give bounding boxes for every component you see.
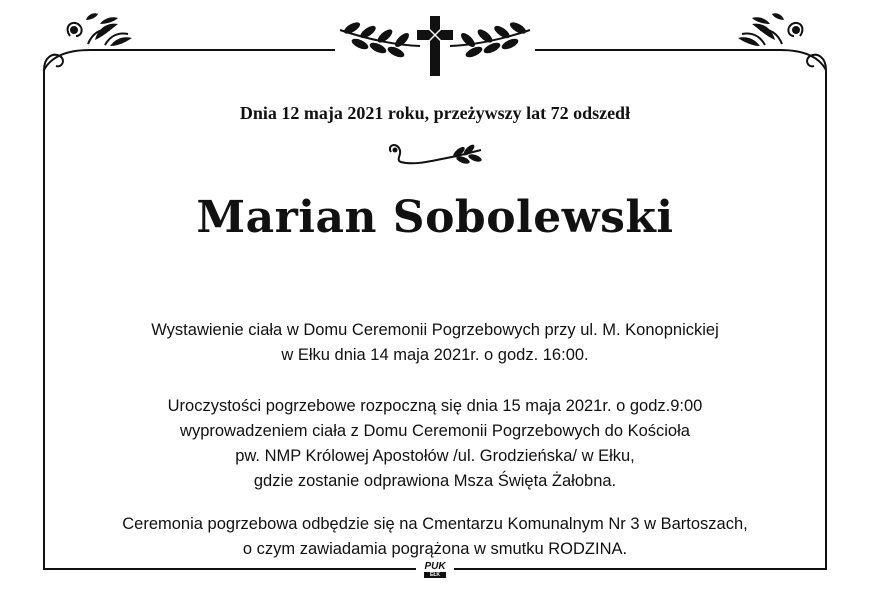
floral-swirl-icon-left [44, 23, 130, 100]
intro-text: Dnia 12 maja 2021 roku, przeżywszy lat 72 odszedł [239, 103, 631, 123]
viewing-paragraph [0, 318, 870, 368]
deceased-name: Marian Sobolewski [196, 192, 674, 243]
funeral-paragraph [0, 394, 870, 494]
logo-text: PUK [424, 561, 446, 572]
cross-with-laurel-icon [340, 16, 530, 76]
burial-paragraph [0, 512, 870, 562]
floral-swirl-icon-right [740, 23, 826, 100]
vine-divider-icon [385, 142, 485, 170]
top-ornament [0, 0, 870, 100]
paragraph-line: Uroczystości pogrzebowe rozpoczną się dnia 15 maja 2021r. o godz.9:00 [167, 397, 703, 415]
company-logo [416, 561, 454, 583]
paragraph-line: o czym zawiadamia pogrążona w smutku RODZINA. [242, 540, 628, 558]
paragraph-line: wyprowadzeniem ciała z Domu Ceremonii Pogrzebowych do Kościoła [180, 422, 690, 440]
paragraph-line: pw. NMP Królowej Apostołów /ul. Grodzieńska/ w Ełku, [235, 447, 635, 465]
paragraph-line: w Ełku dnia 14 maja 2021r. o godz. 16:00. [281, 346, 589, 364]
paragraph-line: Ceremonia pogrzebowa odbędzie się na Cmentarzu Komunalnym Nr 3 w Bartoszach, [122, 515, 748, 533]
paragraph-line: Wystawienie ciała w Domu Ceremonii Pogrzebowych przy ul. M. Konopnickiej [151, 321, 719, 339]
logo-subtext: EŁK [424, 572, 446, 578]
paragraph-line: gdzie zostanie odprawiona Msza Święta Żałobna. [253, 472, 617, 490]
